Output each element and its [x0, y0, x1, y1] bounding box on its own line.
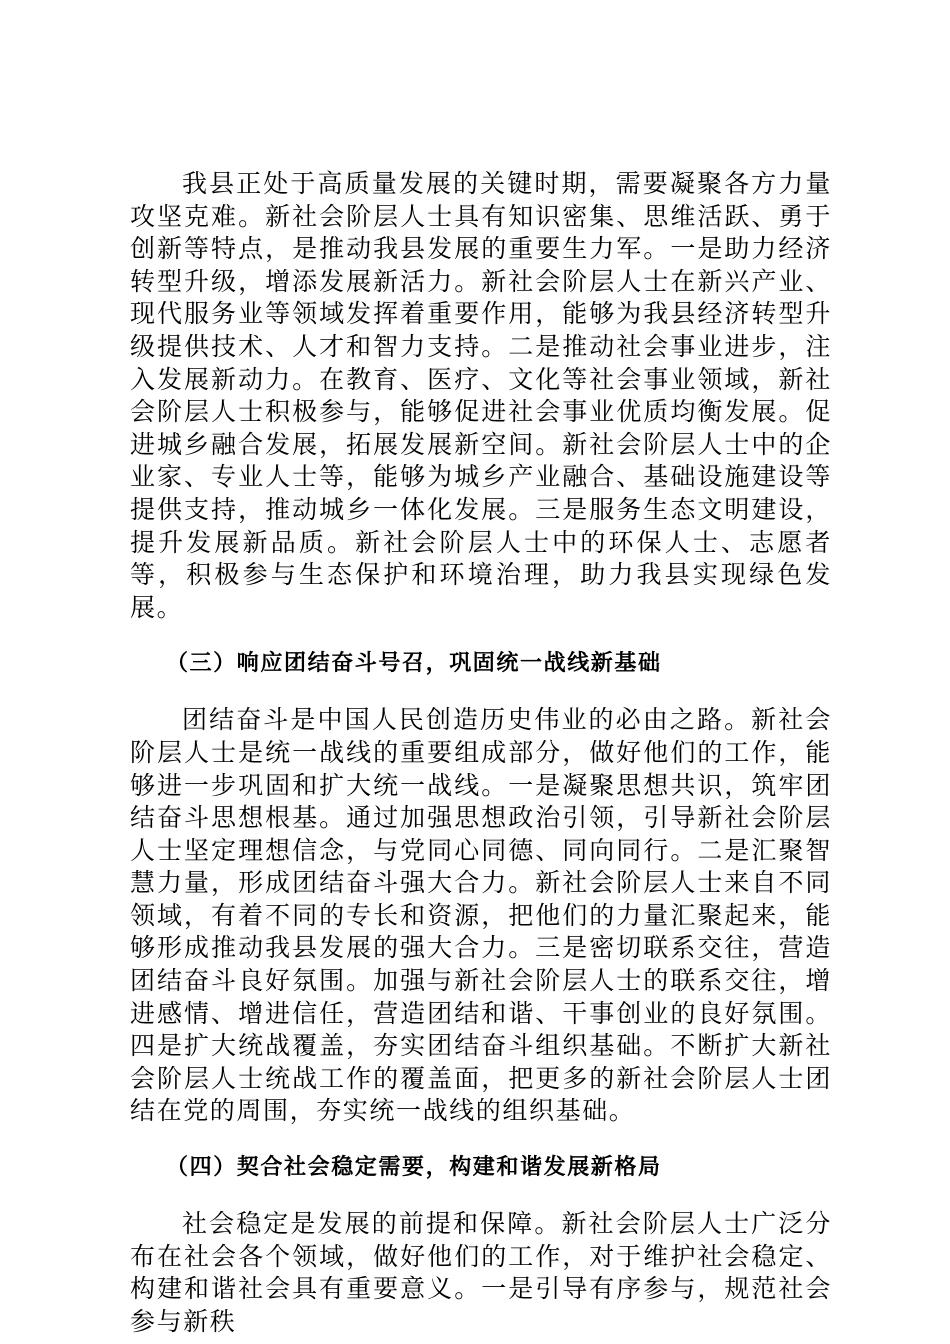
- document-page: [130, 168, 832, 1338]
- section-heading-3: （三）响应团结奋斗号召，巩固统一战线新基础: [166, 651, 662, 677]
- section-heading-4: （四）契合社会稳定需要，构建和谐发展新格局: [166, 1155, 662, 1181]
- body-paragraph-3: 社会稳定是发展的前提和保障。新社会阶层人士广泛分布在社会各个领域，做好他们的工作，对于维护社会稳定、构建和谐社会具有重要意义。一是引导有序参与，规范社会参与新秩: [130, 1209, 832, 1336]
- spacer: [130, 1128, 832, 1152]
- spacer: [130, 1184, 832, 1208]
- body-paragraph-2: 团结奋斗是中国人民创造历史伟业的必由之路。新社会阶层人士是统一战线的重要组成部分，做好他们的工作，能够进一步巩固和扩大统一战线。一是凝聚思想共识，筑牢团结奋斗思想根基。通过加强思想政治引领，引导新社会阶层人士坚定理想信念，与党同心同德、同向同行。二是汇聚智慧力量，形成团结奋斗强大合力。新社会阶层人士来自不同领域，有着不同的专长和资源，把他们的力量汇聚起来，能够形成推动我县发展的强大合力。三是密切联系交往，营造团结奋斗良好氛围。加强与新社会阶层人士的联系交往，增进感情、增进信任，营造团结和谐、干事创业的良好氛围。四是扩大统战覆盖，夯实团结奋斗组织基础。不断扩大新社会阶层人士统战工作的覆盖面，把更多的新社会阶层人士团结在党的周围，夯实统一战线的组织基础。: [130, 705, 832, 1126]
- body-paragraph-1: 我县正处于高质量发展的关键时期，需要凝聚各方力量攻坚克难。新社会阶层人士具有知识密集、思维活跃、勇于创新等特点，是推动我县发展的重要生力军。一是助力经济转型升级，增添发展新活力。新社会阶层人士在新兴产业、现代服务业等领域发挥着重要作用，能够为我县经济转型升级提供技术、人才和智力支持。二是推动社会事业进步，注入发展新动力。在教育、医疗、文化等社会事业领域，新社会阶层人士积极参与，能够促进社会事业优质均衡发展。促进城乡融合发展，拓展发展新空间。新社会阶层人士中的企业家、专业人士等，能够为城乡产业融合、基础设施建设等提供支持，推动城乡一体化发展。三是服务生态文明建设，提升发展新品质。新社会阶层人士中的环保人士、志愿者等，积极参与生态保护和环境治理，助力我县实现绿色发展。: [130, 169, 832, 622]
- spacer: [130, 624, 832, 648]
- spacer: [130, 680, 832, 704]
